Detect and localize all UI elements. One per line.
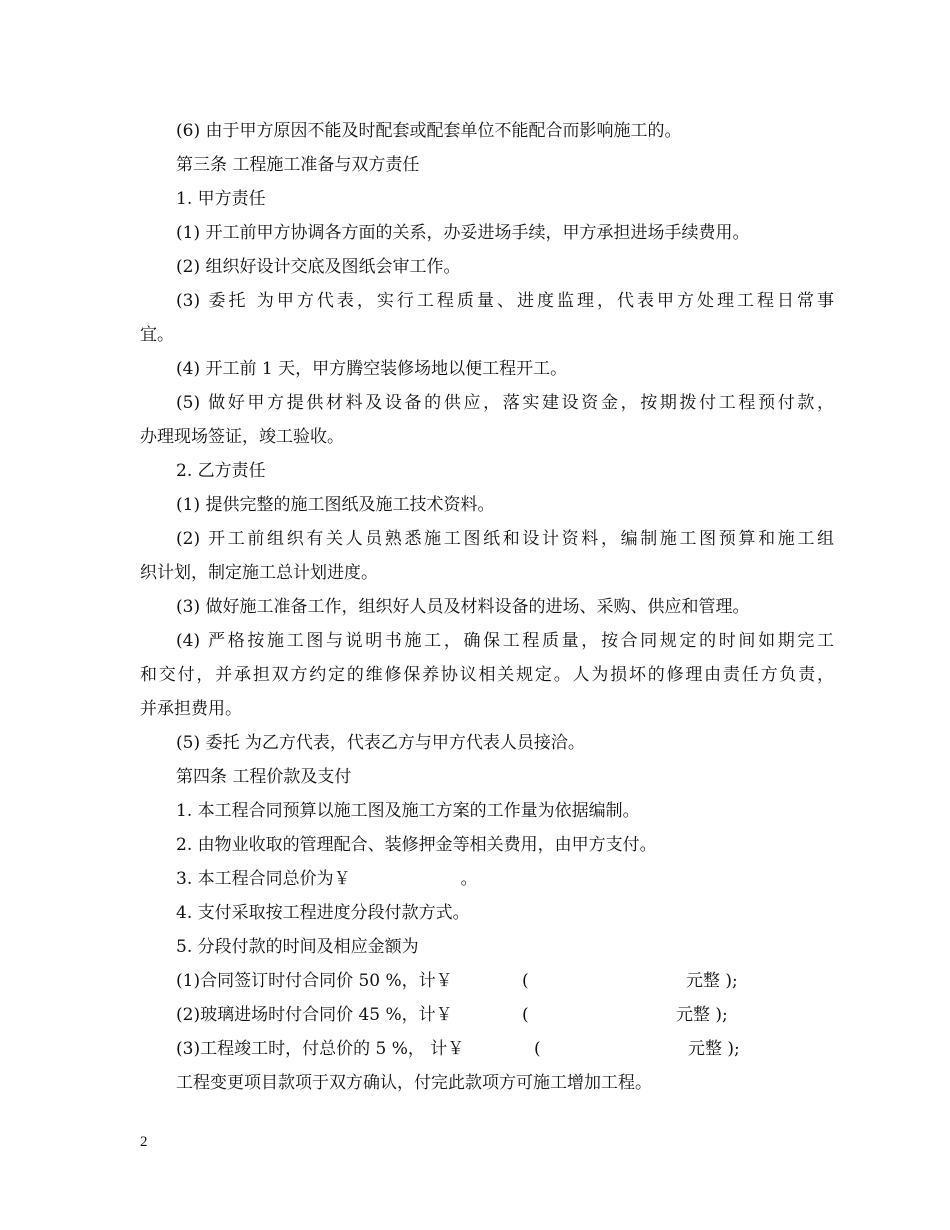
section-heading: 第四条 工程价款及支付 (176, 767, 352, 787)
payment-label: (1)合同签订时付合同价 50 %，计￥ (176, 971, 453, 991)
paragraph-line: 宜。 (140, 325, 174, 345)
payment-close: 元整 ); (676, 1005, 728, 1025)
paragraph-line: (4) 开工前 1 天，甲方腾空装修场地以便工程开工。 (176, 359, 568, 379)
subsection-heading: 1. 甲方责任 (176, 189, 266, 209)
paragraph-line: (5) 做好甲方提供材料及设备的供应，落实建设资金，按期拨付工程预付款， (176, 393, 834, 413)
paragraph-line: (3) 委托 为甲方代表，实行工程质量、进度监理，代表甲方处理工程日常事 (176, 291, 834, 311)
paragraph-line: (1) 提供完整的施工图纸及施工技术资料。 (176, 495, 495, 515)
payment-line (140, 964, 834, 998)
paragraph-line: 办理现场签证，竣工验收。 (140, 427, 344, 447)
payment-line (140, 998, 834, 1032)
subsection-heading: 2. 乙方责任 (176, 461, 266, 481)
paragraph-line: (5) 委托 为乙方代表，代表乙方与甲方代表人员接洽。 (176, 733, 585, 753)
paragraph-line: 4. 支付采取按工程进度分段付款方式。 (176, 903, 470, 923)
paragraph-line: 织计划，制定施工总计划进度。 (140, 563, 378, 583)
payment-line (140, 1032, 834, 1066)
paragraph-line: (2) 开工前组织有关人员熟悉施工图纸和设计资料，编制施工图预算和施工组 (176, 529, 834, 549)
contract-total-line (140, 862, 834, 896)
paragraph-line: 5. 分段付款的时间及相应金额为 (176, 937, 419, 957)
paragraph-line: (6) 由于甲方原因不能及时配套或配套单位不能配合而影响施工的。 (176, 121, 682, 141)
paragraph-line: (1) 开工前甲方协调各方面的关系，办妥进场手续，甲方承担进场手续费用。 (176, 223, 750, 243)
payment-label: (2)玻璃进场时付合同价 45 %，计￥ (176, 1005, 453, 1025)
contract-total-label: 3. 本工程合同总价为￥ (176, 869, 351, 889)
paragraph-line: 和交付，并承担双方约定的维修保养协议相关规定。人为损坏的修理由责任方负责， (140, 665, 834, 685)
payment-label: (3)工程竣工时，付总价的 5 %， 计￥ (176, 1039, 465, 1059)
paragraph-line: 1. 本工程合同预算以施工图及施工方案的工作量为依据编制。 (176, 801, 640, 821)
payment-open-paren: ( (534, 1039, 541, 1059)
document-body (140, 114, 834, 1100)
paragraph-line: (4) 严格按施工图与说明书施工，确保工程质量，按合同规定的时间如期完工 (176, 631, 834, 651)
payment-close: 元整 ); (686, 971, 738, 991)
paragraph-line: (2) 组织好设计交底及图纸会审工作。 (176, 257, 461, 277)
paragraph-line: 工程变更项目款项于双方确认，付完此款项方可施工增加工程。 (176, 1073, 652, 1093)
payment-open-paren: ( (522, 1005, 529, 1025)
contract-total-suffix: 。 (460, 869, 478, 889)
page-number: 2 (140, 1134, 148, 1150)
payment-open-paren: ( (522, 971, 529, 991)
section-heading: 第三条 工程施工准备与双方责任 (176, 155, 420, 175)
payment-close: 元整 ); (688, 1039, 740, 1059)
paragraph-line: 并承担费用。 (140, 699, 242, 719)
paragraph-line: 2. 由物业收取的管理配合、装修押金等相关费用，由甲方支付。 (176, 835, 657, 855)
paragraph-line: (3) 做好施工准备工作，组织好人员及材料设备的进场、采购、供应和管理。 (176, 597, 750, 617)
